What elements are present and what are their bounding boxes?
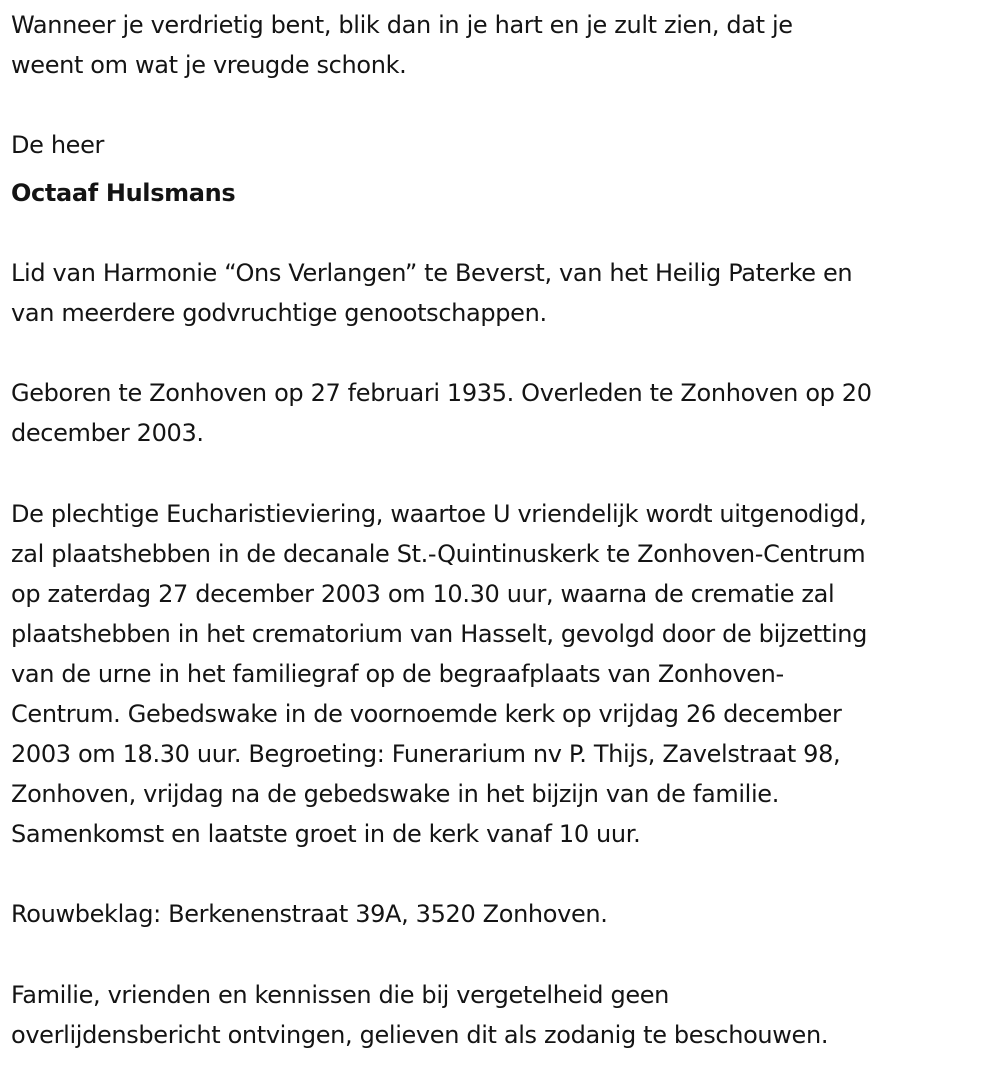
membership-paragraph <box>11 253 852 333</box>
condolence-paragraph <box>11 894 608 934</box>
quote-line: Wanneer je verdrietig bent, blik dan in je hart en je zult zien, dat je <box>11 11 793 39</box>
deceased-name: Octaaf Hulsmans <box>11 179 236 207</box>
ceremony-line: Samenkomst en laatste groet in de kerk vanaf 10 uur. <box>11 820 641 848</box>
condolence-line: Rouwbeklag: Berkenenstraat 39A, 3520 Zonhoven. <box>11 900 608 928</box>
ceremony-paragraph <box>11 494 867 854</box>
ceremony-line: van de urne in het familiegraf op de begraafplaats van Zonhoven- <box>11 660 784 688</box>
closing-line: overlijdensbericht ontvingen, gelieven dit als zodanig te beschouwen. <box>11 1021 829 1049</box>
ceremony-line: Zonhoven, vrijdag na de gebedswake in het bijzijn van de familie. <box>11 780 779 808</box>
ceremony-line: Centrum. Gebedswake in de voornoemde kerk op vrijdag 26 december <box>11 700 842 728</box>
birth-death-line: Geboren te Zonhoven op 27 februari 1935. Overleden te Zonhoven op 20 <box>11 379 872 407</box>
ceremony-line: zal plaatshebben in de decanale St.-Quintinuskerk te Zonhoven-Centrum <box>11 540 866 568</box>
quote-paragraph <box>11 5 793 85</box>
closing-line: Familie, vrienden en kennissen die bij vergetelheid geen <box>11 981 670 1009</box>
membership-line: van meerdere godvruchtige genootschappen. <box>11 299 547 327</box>
ceremony-line: plaatshebben in het crematorium van Hasselt, gevolgd door de bijzetting <box>11 620 868 648</box>
quote-line: weent om wat je vreugde schonk. <box>11 51 407 79</box>
ceremony-line: De plechtige Eucharistieviering, waartoe U vriendelijk wordt uitgenodigd, <box>11 500 867 528</box>
ceremony-line: 2003 om 18.30 uur. Begroeting: Funerarium nv P. Thijs, Zavelstraat 98, <box>11 740 841 768</box>
membership-line: Lid van Harmonie “Ons Verlangen” te Beverst, van het Heilig Paterke en <box>11 259 853 287</box>
closing-paragraph <box>11 975 828 1055</box>
salutation: De heer <box>11 131 105 159</box>
birth-death-paragraph <box>11 373 872 453</box>
ceremony-line: op zaterdag 27 december 2003 om 10.30 uur, waarna de crematie zal <box>11 580 835 608</box>
birth-death-line: december 2003. <box>11 419 204 447</box>
